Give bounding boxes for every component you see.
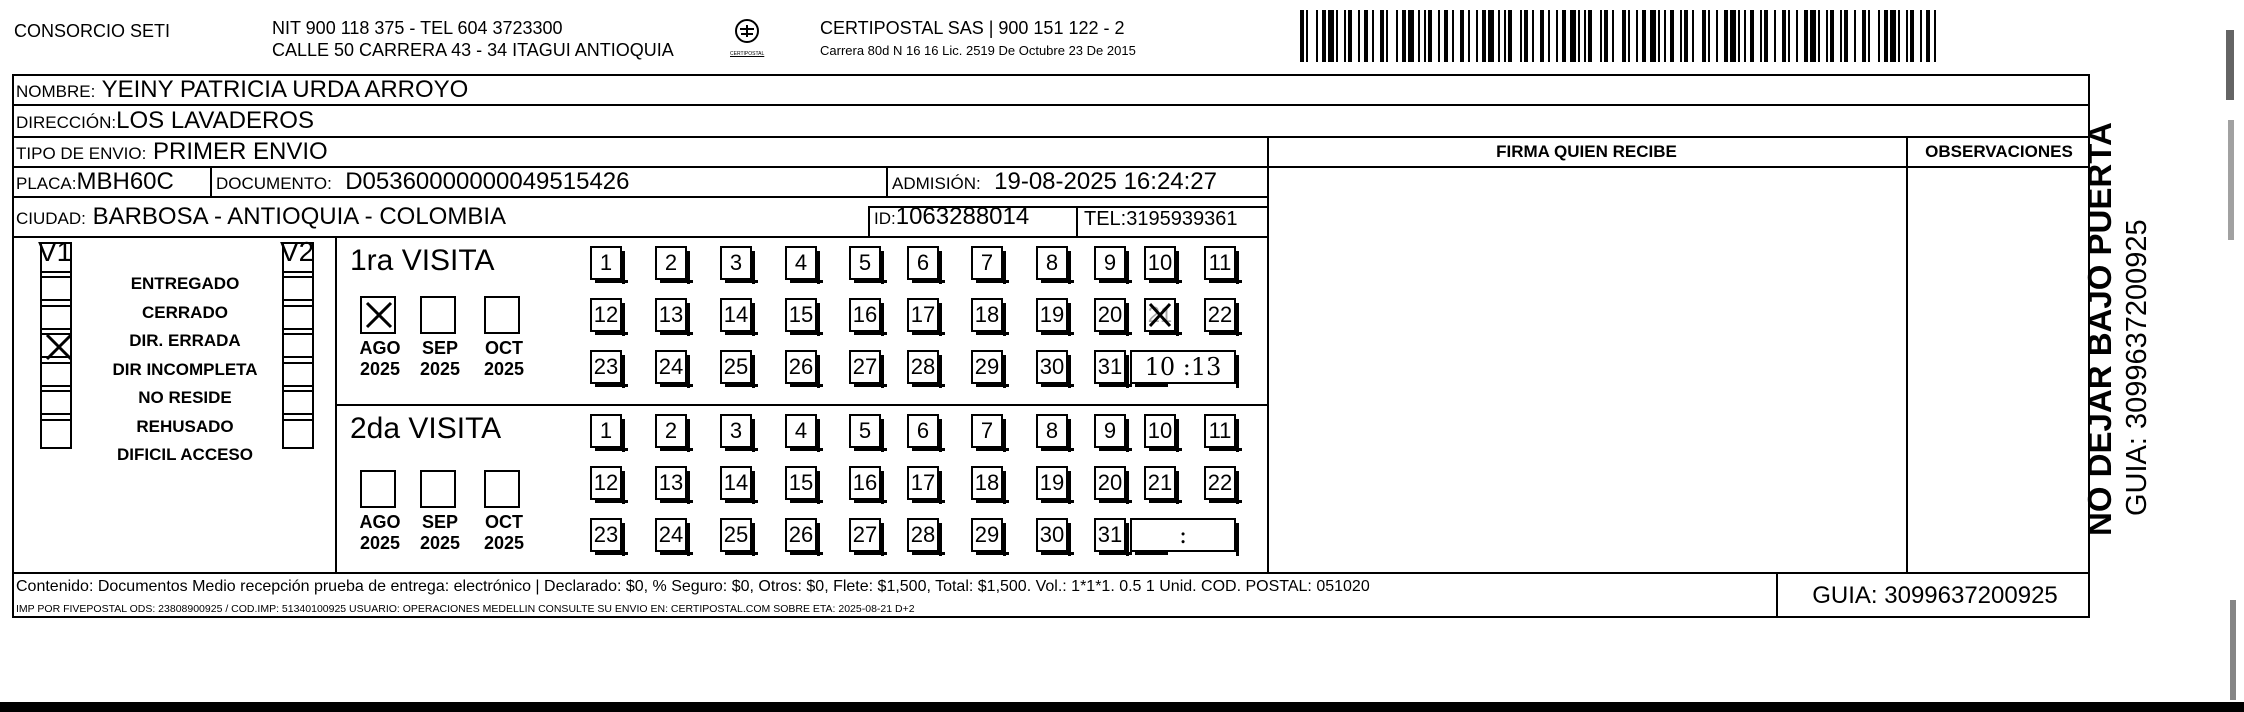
visit2-day-24[interactable]: 24 [655, 518, 687, 552]
barcode-bar [1854, 10, 1856, 62]
city-value: BARBOSA - ANTIOQUIA - COLOMBIA [92, 203, 507, 230]
barcode-bar [1508, 10, 1512, 62]
barcode-bar [1402, 10, 1406, 62]
barcode-bar [1782, 10, 1786, 62]
barcode-bar [1418, 10, 1420, 62]
barcode-bar [1348, 10, 1352, 62]
type-row [16, 137, 328, 169]
barcode-bar [1738, 10, 1740, 62]
visit2-day-30[interactable]: 30 [1036, 518, 1068, 552]
visit1-day-30[interactable]: 30 [1036, 350, 1068, 384]
edge-mark [2226, 30, 2234, 100]
barcode-bar [1322, 10, 1326, 62]
v2-label: V2 [280, 236, 315, 267]
id-value: 1063288014 [895, 203, 1030, 230]
barcode-bar [1540, 10, 1544, 62]
visit1-day-31[interactable]: 31 [1094, 350, 1126, 384]
barcode-bar [1578, 10, 1580, 62]
visit1-day-21[interactable] [1144, 298, 1176, 332]
document-row [216, 167, 630, 199]
observations-area[interactable] [1908, 168, 2088, 570]
barcode-bar [1396, 10, 1398, 62]
visit2-day-23[interactable]: 23 [590, 518, 622, 552]
barcode-bar [1730, 10, 1736, 62]
visit1-day-23[interactable]: 23 [590, 350, 622, 384]
barcode-bar [1438, 10, 1440, 62]
status-v1-checkbox[interactable] [40, 413, 72, 449]
admission-label: ADMISIÓN: [892, 174, 981, 193]
visit2-day-8[interactable]: 8 [1036, 414, 1068, 448]
visit1-day-17[interactable]: 17 [907, 298, 939, 332]
month-year: 2025 [483, 533, 525, 553]
visit2-day-7[interactable]: 7 [971, 414, 1003, 448]
side-text [2080, 96, 2164, 536]
status-label: NO RESIDE [138, 388, 232, 407]
visit2-day-25[interactable]: 25 [720, 518, 752, 552]
barcode-bar [1524, 10, 1528, 62]
observaciones-header: OBSERVACIONES [1925, 142, 2073, 161]
barcode-bar [1788, 10, 1790, 62]
barcode-bar [1488, 10, 1494, 62]
plate-value: MBH60C [76, 168, 174, 195]
visit2-day-16[interactable]: 16 [849, 466, 881, 500]
barcode-bar [1380, 10, 1384, 62]
signature-area[interactable] [1269, 168, 1905, 570]
edge-mark [2228, 120, 2234, 240]
shipment-type: PRIMER ENVIO [153, 138, 328, 165]
visit1-day-18[interactable]: 18 [971, 298, 1003, 332]
barcode-bar [1744, 10, 1746, 62]
barcode-bar [1358, 10, 1360, 62]
visit2-day-20[interactable]: 20 [1094, 466, 1126, 500]
barcode-bar [1774, 10, 1776, 62]
month-name: OCT [485, 338, 523, 358]
side-guia: GUIA: 3099637200925 [2121, 219, 2153, 516]
month-name: SEP [421, 338, 459, 358]
edge-mark [2230, 600, 2236, 700]
month-year: 2025 [483, 359, 525, 379]
visit2-day-21[interactable]: 21 [1144, 466, 1176, 500]
barcode-bar [1642, 10, 1646, 62]
barcode-bar [1520, 10, 1522, 62]
logo-caption: CERTIPOSTAL [730, 51, 765, 57]
visit1-day-3[interactable]: 3 [720, 246, 752, 280]
barcode-bar [1796, 10, 1798, 62]
tel-row [1084, 204, 1237, 234]
certipostal-license: Carrera 80d N 16 16 Lic. 2519 De Octubre 23 De 2015 [820, 43, 1136, 58]
recipient-name: YEINY PATRICIA URDA ARROYO [101, 76, 469, 103]
barcode-bar [1650, 10, 1656, 62]
certipostal-logo [730, 18, 765, 57]
status-label: DIFICIL ACCESO [116, 445, 253, 464]
barcode-bar [1482, 10, 1486, 62]
barcode-bar [1862, 10, 1866, 62]
barcode-bar [1878, 10, 1880, 62]
visit1-day-16[interactable]: 16 [849, 298, 881, 332]
address-line: CALLE 50 CARRERA 43 - 34 ITAGUI ANTIOQUIA [272, 40, 674, 60]
barcode-bar [1408, 10, 1414, 62]
barcode-bar [1562, 10, 1566, 62]
barcode-bar [1336, 10, 1338, 62]
barcode-bar [1444, 10, 1448, 62]
barcode-bar [1452, 10, 1454, 62]
admission-value: 19-08-2025 16:24:27 [994, 168, 1217, 195]
visit1-month-checkbox[interactable] [484, 296, 520, 334]
barcode-bar [1460, 10, 1464, 62]
visit2-day-17[interactable]: 17 [907, 466, 939, 500]
status-label: REHUSADO [136, 416, 234, 436]
visit1-day-27[interactable]: 27 [849, 350, 881, 384]
barcode-bar [1934, 10, 1936, 62]
barcode-bar [1684, 10, 1688, 62]
visit2-day-26[interactable]: 26 [785, 518, 817, 552]
barcode-bar [1498, 10, 1500, 62]
month-name: SEP [421, 512, 459, 532]
document-label: DOCUMENTO: [216, 174, 332, 193]
visit1-day-4[interactable]: 4 [785, 246, 817, 280]
visit1-day-8[interactable]: 8 [1036, 246, 1068, 280]
barcode-bar [1750, 10, 1754, 62]
barcode-bar [1622, 10, 1626, 62]
visit1-day-22[interactable]: 22 [1204, 298, 1236, 332]
barcode-bar [1670, 10, 1674, 62]
barcode-bar [1468, 10, 1470, 62]
barcode-bar [1764, 10, 1768, 62]
barcode-bar [1840, 10, 1842, 62]
tel-label: TEL: [1084, 208, 1127, 230]
visit1-day-6[interactable]: 6 [907, 246, 939, 280]
firma-header: FIRMA QUIEN RECIBE [1496, 142, 1677, 161]
city-row [16, 202, 506, 234]
visit1-month-label [412, 338, 468, 380]
barcode-bar [1636, 10, 1638, 62]
barcode-bar [1584, 10, 1586, 62]
barcode-bar [1548, 10, 1550, 62]
visit2-day-9[interactable]: 9 [1094, 414, 1126, 448]
nit-line: NIT 900 118 375 - TEL 604 3723300 [272, 18, 563, 38]
barcode-bar [1588, 10, 1592, 62]
barcode-bar [1818, 10, 1820, 62]
name-label: NOMBRE: [16, 82, 96, 101]
barcode-bar [1804, 10, 1808, 62]
footer-imp: IMP POR FIVEPOSTAL ODS: 23808900925 / COD.IMP: 51340100925 USUARIO: OPERACIONES MEDELLIN CONSULTE SU ENVIO EN: CERTIPOSTAL.COM SOBRE ETA: 2025-08-21 D+2 [16, 603, 915, 615]
month-year: 2025 [419, 533, 461, 553]
visit2-day-3[interactable]: 3 [720, 414, 752, 448]
barcode-bar [1702, 10, 1706, 62]
barcode-bar [1692, 10, 1694, 62]
visit1-day-28[interactable]: 28 [907, 350, 939, 384]
visit1-day-13[interactable]: 13 [655, 298, 687, 332]
footer-guia: GUIA: 3099637200925 [1812, 582, 2058, 609]
visit2-day-2[interactable]: 2 [655, 414, 687, 448]
visit1-day-15[interactable]: 15 [785, 298, 817, 332]
barcode-bar [1504, 10, 1506, 62]
visit1-day-7[interactable]: 7 [971, 246, 1003, 280]
footer-contenido: Contenido: Documentos Medio recepción prueba de entrega: electrónico | Declarado: $0, % Seguro: $0, Otros: $0, Flete: $1,500, Total: $1,500. Vol.: 1*1*1. 0.5 1 Unid. COD. POSTAL: 051020 [16, 578, 1370, 595]
name-row [16, 75, 468, 107]
status-label: CERRADO [142, 302, 228, 322]
company-name: CONSORCIO SETI [14, 21, 171, 41]
visit1-day-9[interactable]: 9 [1094, 246, 1126, 280]
visit2-month-checkbox[interactable] [484, 470, 520, 508]
barcode-bar [1868, 10, 1870, 62]
visit1-time-box[interactable]: 10 :13 [1130, 350, 1236, 384]
barcode-bar [1612, 10, 1614, 62]
day-number: 21 [1147, 302, 1173, 327]
barcode-bar [1300, 10, 1304, 62]
visit1-day-19[interactable]: 19 [1036, 298, 1068, 332]
barcode-bar [1716, 10, 1718, 62]
visit1-day-25[interactable]: 25 [720, 350, 752, 384]
status-label: DIR INCOMPLETA [112, 359, 258, 379]
barcode-bar [1600, 10, 1602, 62]
barcode-bar [1306, 10, 1308, 62]
visit2-day-18[interactable]: 18 [971, 466, 1003, 500]
visit2-month-label [352, 512, 408, 554]
barcode-bar [1628, 10, 1630, 62]
barcode-bar [1664, 10, 1666, 62]
city-label: CIUDAD: [16, 209, 86, 228]
month-year: 2025 [359, 533, 401, 553]
barcode-bar [1372, 10, 1374, 62]
visit2-day-12[interactable]: 12 [590, 466, 622, 500]
visit1-day-1[interactable]: 1 [590, 246, 622, 280]
visit2-day-28[interactable]: 28 [907, 518, 939, 552]
visit2-title: 2da VISITA [350, 412, 502, 445]
visit1-day-24[interactable]: 24 [655, 350, 687, 384]
visit1-month-label [476, 338, 532, 380]
id-label: ID: [874, 209, 896, 228]
barcode-bar [1898, 10, 1900, 62]
barcode-bar [1604, 10, 1608, 62]
visit1-day-5[interactable]: 5 [849, 246, 881, 280]
visit2-month-checkbox[interactable] [420, 470, 456, 508]
barcode-bar [1760, 10, 1762, 62]
visit2-day-15[interactable]: 15 [785, 466, 817, 500]
visit2-day-6[interactable]: 6 [907, 414, 939, 448]
barcode-bar [1680, 10, 1682, 62]
barcode-bar [1810, 10, 1816, 62]
month-year: 2025 [359, 359, 401, 379]
barcode-bar [1328, 10, 1334, 62]
plate-label: PLACA: [16, 174, 77, 193]
visit1-day-29[interactable]: 29 [971, 350, 1003, 384]
visit2-day-14[interactable]: 14 [720, 466, 752, 500]
admission-row [892, 167, 1217, 199]
visit1-day-10[interactable]: 10 [1144, 246, 1176, 280]
visit2-day-19[interactable]: 19 [1036, 466, 1068, 500]
address-row [16, 106, 314, 138]
barcode-bar [1556, 10, 1558, 62]
barcode-bar [1724, 10, 1728, 62]
barcode-bar [1424, 10, 1426, 62]
visit2-day-4[interactable]: 4 [785, 414, 817, 448]
visit2-day-27[interactable]: 27 [849, 518, 881, 552]
barcode-bar [1926, 10, 1930, 62]
visit2-month-label [412, 512, 468, 554]
barcode-bar [1920, 10, 1922, 62]
status-label: DIR. ERRADA [129, 331, 241, 350]
barcode-bar [1890, 10, 1896, 62]
barcode-bar [1844, 10, 1848, 62]
visit2-month-checkbox[interactable] [360, 470, 396, 508]
visit1-day-26[interactable]: 26 [785, 350, 817, 384]
id-row [874, 202, 1029, 234]
status-v2-checkbox[interactable] [282, 413, 314, 449]
visit1-day-11[interactable]: 11 [1204, 246, 1236, 280]
visit2-day-5[interactable]: 5 [849, 414, 881, 448]
visit2-day-1[interactable]: 1 [590, 414, 622, 448]
bottom-edge [0, 702, 2244, 712]
recipient-address: LOS LAVADEROS [116, 107, 314, 134]
barcode-bar [1428, 10, 1432, 62]
type-label: TIPO DE ENVIO: [16, 144, 147, 163]
barcode-bar [1532, 10, 1534, 62]
barcode-bar [1906, 10, 1908, 62]
barcode-bar [1910, 10, 1914, 62]
document-value: D05360000000049515426 [345, 168, 630, 195]
v1-label: V1 [38, 236, 73, 267]
month-name: AGO [359, 512, 401, 532]
month-year: 2025 [419, 359, 461, 379]
tel-value: 3195939361 [1126, 208, 1238, 230]
barcode [1300, 10, 1940, 62]
barcode-bar [1344, 10, 1346, 62]
visit2-day-11[interactable]: 11 [1204, 414, 1236, 448]
visit1-day-20[interactable]: 20 [1094, 298, 1126, 332]
visit2-time-box[interactable]: : [1130, 518, 1236, 552]
barcode-bar [1570, 10, 1576, 62]
month-name: AGO [359, 338, 401, 358]
visit2-day-31[interactable]: 31 [1094, 518, 1126, 552]
visit1-day-14[interactable]: 14 [720, 298, 752, 332]
visit2-day-13[interactable]: 13 [655, 466, 687, 500]
visit1-day-2[interactable]: 2 [655, 246, 687, 280]
visit2-day-10[interactable]: 10 [1144, 414, 1176, 448]
visit2-day-22[interactable]: 22 [1204, 466, 1236, 500]
status-label: ENTREGADO [130, 274, 240, 293]
barcode-bar [1830, 10, 1834, 62]
visit1-month-label [352, 338, 408, 380]
barcode-bar [1826, 10, 1828, 62]
barcode-bar [1316, 10, 1318, 62]
barcode-bar [1658, 10, 1660, 62]
visit1-month-checkbox[interactable] [360, 296, 396, 334]
month-name: OCT [485, 512, 523, 532]
address-label: DIRECCIÓN: [16, 113, 117, 132]
barcode-bar [1386, 10, 1388, 62]
certipostal-name: CERTIPOSTAL SAS | 900 151 122 - 2 [820, 18, 1125, 38]
side-warning: NO DEJAR BAJO PUERTA [2081, 122, 2118, 536]
visit1-day-12[interactable]: 12 [590, 298, 622, 332]
visit2-day-29[interactable]: 29 [971, 518, 1003, 552]
barcode-bar [1884, 10, 1888, 62]
visit2-month-label [476, 512, 532, 554]
visit1-month-checkbox[interactable] [420, 296, 456, 334]
barcode-bar [1476, 10, 1478, 62]
plate-row [16, 167, 174, 199]
visit1-title: 1ra VISITA [350, 244, 495, 277]
barcode-bar [1364, 10, 1368, 62]
barcode-bar [1708, 10, 1710, 62]
